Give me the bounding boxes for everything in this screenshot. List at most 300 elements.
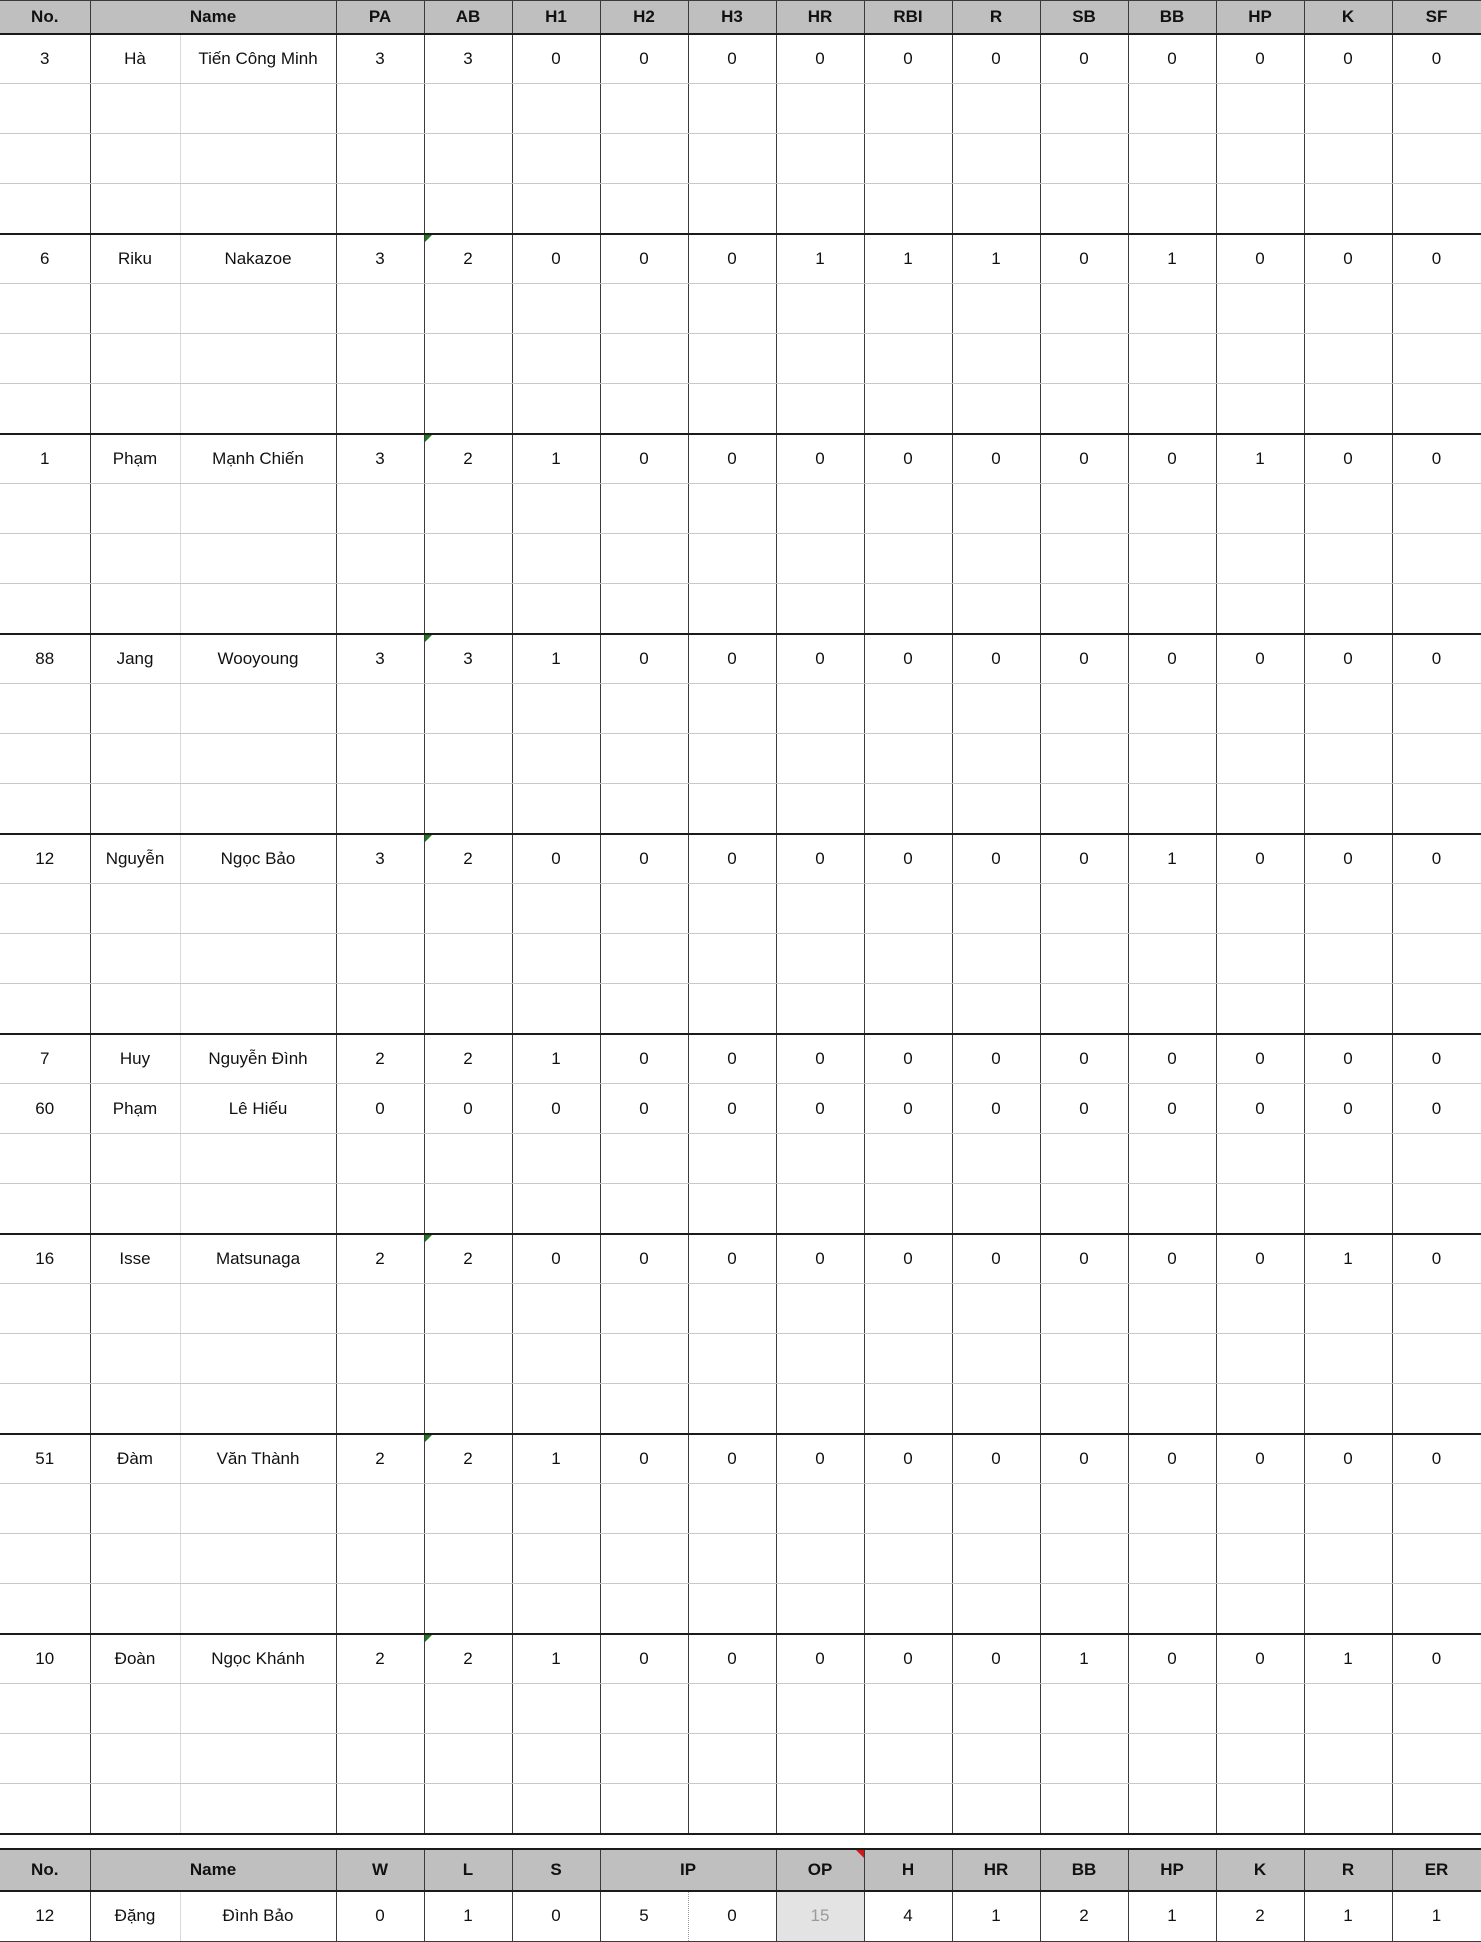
player-first-name: Nguyễn xyxy=(90,834,180,884)
empty-cell xyxy=(0,384,90,434)
empty-cell xyxy=(952,584,1040,634)
blank-row xyxy=(0,384,1481,434)
empty-cell xyxy=(688,934,776,984)
empty-cell xyxy=(424,84,512,134)
empty-cell xyxy=(776,384,864,434)
empty-cell xyxy=(1304,1384,1392,1434)
empty-cell xyxy=(0,84,90,134)
empty-cell xyxy=(952,334,1040,384)
empty-cell xyxy=(776,734,864,784)
stat-cell: 0 xyxy=(1040,34,1128,84)
empty-cell xyxy=(1392,1134,1481,1184)
empty-cell xyxy=(1392,584,1481,634)
empty-cell xyxy=(424,784,512,834)
empty-cell xyxy=(180,884,336,934)
header-rbi: RBI xyxy=(864,1,952,34)
empty-cell xyxy=(776,184,864,234)
empty-cell xyxy=(424,484,512,534)
empty-cell xyxy=(952,184,1040,234)
stat-cell: 0 xyxy=(600,234,688,284)
empty-cell xyxy=(776,1584,864,1634)
player-last-name: Văn Thành xyxy=(180,1434,336,1484)
stat-cell: 0 xyxy=(1392,234,1481,284)
empty-cell xyxy=(600,734,688,784)
empty-cell xyxy=(1128,1534,1216,1584)
empty-cell xyxy=(600,1584,688,1634)
empty-cell xyxy=(600,584,688,634)
empty-cell xyxy=(1216,1784,1304,1834)
stat-cell: 0 xyxy=(1040,634,1128,684)
empty-cell xyxy=(90,1684,180,1734)
blank-row xyxy=(0,534,1481,584)
stat-cell: 0 xyxy=(864,634,952,684)
empty-cell xyxy=(90,684,180,734)
blank-row xyxy=(0,1334,1481,1384)
stat-cell: 3 xyxy=(336,234,424,284)
empty-cell xyxy=(1040,684,1128,734)
header-sb: SB xyxy=(1040,1,1128,34)
empty-cell xyxy=(336,484,424,534)
empty-cell xyxy=(864,484,952,534)
empty-cell xyxy=(1216,1384,1304,1434)
empty-cell xyxy=(0,1534,90,1584)
header-k: K xyxy=(1304,1,1392,34)
stat-cell: 0 xyxy=(776,634,864,684)
empty-cell xyxy=(952,534,1040,584)
empty-cell xyxy=(424,1334,512,1384)
empty-cell xyxy=(1304,1734,1392,1784)
empty-cell xyxy=(864,884,952,934)
pitching-stat-cell: 1 xyxy=(952,1891,1040,1941)
player-first-name: Phạm xyxy=(90,1084,180,1134)
empty-cell xyxy=(776,84,864,134)
player-number: 6 xyxy=(0,234,90,284)
empty-cell xyxy=(864,384,952,434)
empty-cell xyxy=(1128,984,1216,1034)
blank-row xyxy=(0,1184,1481,1234)
empty-cell xyxy=(776,684,864,734)
pitching-stat-cell: 0 xyxy=(688,1891,776,1941)
empty-cell xyxy=(688,84,776,134)
stat-cell: 0 xyxy=(1304,834,1392,884)
stat-cell: 0 xyxy=(512,34,600,84)
stat-cell: 0 xyxy=(512,1084,600,1134)
empty-cell xyxy=(1216,184,1304,234)
empty-cell xyxy=(0,334,90,384)
empty-cell xyxy=(776,784,864,834)
empty-cell xyxy=(424,334,512,384)
header-pa: PA xyxy=(336,1,424,34)
empty-cell xyxy=(1304,534,1392,584)
empty-cell xyxy=(600,784,688,834)
stat-cell: 2 xyxy=(336,1034,424,1084)
stat-cell: 3 xyxy=(336,634,424,684)
header-bb: BB xyxy=(1128,1,1216,34)
empty-cell xyxy=(600,1684,688,1734)
player-row xyxy=(0,834,1481,884)
empty-cell xyxy=(90,1784,180,1834)
empty-cell xyxy=(0,184,90,234)
empty-cell xyxy=(180,1384,336,1434)
empty-cell xyxy=(864,1784,952,1834)
empty-cell xyxy=(180,584,336,634)
empty-cell xyxy=(688,884,776,934)
empty-cell xyxy=(1128,84,1216,134)
empty-cell xyxy=(1392,1584,1481,1634)
empty-cell xyxy=(600,1784,688,1834)
empty-cell xyxy=(90,1734,180,1784)
empty-cell xyxy=(336,1284,424,1334)
pitching-header-k: K xyxy=(1216,1849,1304,1891)
empty-cell xyxy=(864,984,952,1034)
empty-cell xyxy=(1304,1684,1392,1734)
empty-cell xyxy=(512,1184,600,1234)
empty-cell xyxy=(1392,84,1481,134)
stat-cell: 0 xyxy=(864,1034,952,1084)
stat-cell: 1 xyxy=(864,234,952,284)
pitching-stat-cell: 1 xyxy=(1128,1891,1216,1941)
player-last-name: Ngọc Khánh xyxy=(180,1634,336,1684)
stat-cell: 0 xyxy=(952,1434,1040,1484)
empty-cell xyxy=(424,1384,512,1434)
blank-row xyxy=(0,1684,1481,1734)
pitching-stat-cell: 0 xyxy=(512,1891,600,1941)
empty-cell xyxy=(424,584,512,634)
empty-cell xyxy=(952,384,1040,434)
stat-cell: 0 xyxy=(864,834,952,884)
empty-cell xyxy=(600,884,688,934)
blank-row xyxy=(0,1284,1481,1334)
empty-cell xyxy=(1304,884,1392,934)
empty-cell xyxy=(512,84,600,134)
empty-cell xyxy=(512,334,600,384)
empty-cell xyxy=(1304,1484,1392,1534)
empty-cell xyxy=(180,984,336,1034)
empty-cell xyxy=(1128,934,1216,984)
empty-cell xyxy=(180,784,336,834)
empty-cell xyxy=(864,334,952,384)
empty-cell xyxy=(952,84,1040,134)
stat-cell: 2 xyxy=(336,1234,424,1284)
empty-cell xyxy=(180,1684,336,1734)
empty-cell xyxy=(90,884,180,934)
empty-cell xyxy=(424,734,512,784)
empty-cell xyxy=(424,1734,512,1784)
empty-cell xyxy=(952,1734,1040,1784)
blank-row xyxy=(0,1384,1481,1434)
empty-cell xyxy=(1392,384,1481,434)
stat-cell: 0 xyxy=(600,1034,688,1084)
empty-cell xyxy=(424,884,512,934)
player-row xyxy=(0,1434,1481,1484)
empty-cell xyxy=(952,1384,1040,1434)
stat-cell: 0 xyxy=(1216,34,1304,84)
empty-cell xyxy=(952,1334,1040,1384)
pitching-header-no: No. xyxy=(0,1849,90,1891)
empty-cell xyxy=(864,1334,952,1384)
player-number: 7 xyxy=(0,1034,90,1084)
empty-cell xyxy=(0,1784,90,1834)
empty-cell xyxy=(424,1584,512,1634)
pitching-stat-cell: 1 xyxy=(424,1891,512,1941)
stat-cell: 0 xyxy=(600,1434,688,1484)
stat-cell: 0 xyxy=(776,1234,864,1284)
empty-cell xyxy=(0,1284,90,1334)
empty-cell xyxy=(336,334,424,384)
empty-cell xyxy=(864,1284,952,1334)
stat-cell: 0 xyxy=(952,34,1040,84)
stat-cell: 0 xyxy=(952,834,1040,884)
empty-cell xyxy=(688,384,776,434)
stat-cell: 0 xyxy=(688,434,776,484)
empty-cell xyxy=(864,534,952,584)
empty-cell xyxy=(1040,584,1128,634)
blank-row xyxy=(0,984,1481,1034)
stat-cell: 0 xyxy=(1392,634,1481,684)
empty-cell xyxy=(336,934,424,984)
stat-cell: 0 xyxy=(1040,434,1128,484)
pitching-stat-cell: 2 xyxy=(1040,1891,1128,1941)
empty-cell xyxy=(600,1334,688,1384)
pitching-stat-cell: 15 xyxy=(776,1891,864,1941)
empty-cell xyxy=(600,84,688,134)
empty-cell xyxy=(1216,1284,1304,1334)
empty-cell xyxy=(600,1284,688,1334)
empty-cell xyxy=(1040,734,1128,784)
blank-row xyxy=(0,734,1481,784)
empty-cell xyxy=(600,484,688,534)
empty-cell xyxy=(90,84,180,134)
empty-cell xyxy=(0,784,90,834)
empty-cell xyxy=(600,1734,688,1784)
empty-cell xyxy=(512,884,600,934)
empty-cell xyxy=(1040,784,1128,834)
player-last-name: Mạnh Chiến xyxy=(180,434,336,484)
stat-cell: 3 xyxy=(424,634,512,684)
empty-cell xyxy=(600,1384,688,1434)
stat-cell: 3 xyxy=(424,34,512,84)
empty-cell xyxy=(512,534,600,584)
empty-cell xyxy=(90,1334,180,1384)
blank-row xyxy=(0,784,1481,834)
empty-cell xyxy=(424,984,512,1034)
empty-cell xyxy=(688,484,776,534)
empty-cell xyxy=(864,134,952,184)
empty-cell xyxy=(864,934,952,984)
pitching-stat-cell: 1 xyxy=(1304,1891,1392,1941)
stat-cell: 1 xyxy=(1128,234,1216,284)
empty-cell xyxy=(1040,1484,1128,1534)
stat-cell: 0 xyxy=(1128,434,1216,484)
empty-cell xyxy=(1128,784,1216,834)
empty-cell xyxy=(1392,284,1481,334)
empty-cell xyxy=(688,584,776,634)
blank-row xyxy=(0,184,1481,234)
pitcher-first-name: Đặng xyxy=(90,1891,180,1941)
empty-cell xyxy=(336,684,424,734)
empty-cell xyxy=(1128,1734,1216,1784)
stat-cell: 0 xyxy=(952,1084,1040,1134)
empty-cell xyxy=(90,134,180,184)
empty-cell xyxy=(1392,1734,1481,1784)
empty-cell xyxy=(512,684,600,734)
empty-cell xyxy=(952,684,1040,734)
empty-cell xyxy=(688,734,776,784)
stat-cell: 0 xyxy=(1304,634,1392,684)
empty-cell xyxy=(688,1734,776,1784)
empty-cell xyxy=(90,1384,180,1434)
empty-cell xyxy=(600,534,688,584)
stat-cell: 0 xyxy=(688,1434,776,1484)
empty-cell xyxy=(1216,584,1304,634)
stat-cell: 0 xyxy=(1040,234,1128,284)
stat-cell: 0 xyxy=(776,834,864,884)
empty-cell xyxy=(1216,934,1304,984)
pitching-table xyxy=(0,1848,1481,1942)
empty-cell xyxy=(1128,284,1216,334)
pitching-header-h: H xyxy=(864,1849,952,1891)
empty-cell xyxy=(952,934,1040,984)
player-number: 88 xyxy=(0,634,90,684)
empty-cell xyxy=(600,934,688,984)
empty-cell xyxy=(776,534,864,584)
player-first-name: Hà xyxy=(90,34,180,84)
stat-cell: 0 xyxy=(864,34,952,84)
empty-cell xyxy=(512,1134,600,1184)
empty-cell xyxy=(688,1484,776,1534)
empty-cell xyxy=(424,534,512,584)
empty-cell xyxy=(1216,334,1304,384)
stat-cell: 0 xyxy=(600,1634,688,1684)
empty-cell xyxy=(1392,734,1481,784)
stat-cell: 0 xyxy=(1392,834,1481,884)
empty-cell xyxy=(688,984,776,1034)
empty-cell xyxy=(90,584,180,634)
empty-cell xyxy=(776,284,864,334)
empty-cell xyxy=(336,284,424,334)
empty-cell xyxy=(952,1134,1040,1184)
empty-cell xyxy=(90,1484,180,1534)
empty-cell xyxy=(180,1734,336,1784)
stat-cell: 0 xyxy=(1392,1434,1481,1484)
empty-cell xyxy=(1392,1334,1481,1384)
empty-cell xyxy=(1128,384,1216,434)
stat-cell: 0 xyxy=(776,434,864,484)
player-last-name: Nguyễn Đình xyxy=(180,1034,336,1084)
empty-cell xyxy=(180,534,336,584)
empty-cell xyxy=(424,284,512,334)
empty-cell xyxy=(1128,1784,1216,1834)
empty-cell xyxy=(512,984,600,1034)
empty-cell xyxy=(424,384,512,434)
empty-cell xyxy=(1392,934,1481,984)
empty-cell xyxy=(0,1334,90,1384)
empty-cell xyxy=(776,1734,864,1784)
empty-cell xyxy=(1040,934,1128,984)
empty-cell xyxy=(90,1584,180,1634)
empty-cell xyxy=(180,934,336,984)
empty-cell xyxy=(336,1584,424,1634)
stat-cell: 2 xyxy=(424,1434,512,1484)
empty-cell xyxy=(0,684,90,734)
empty-cell xyxy=(0,1484,90,1534)
empty-cell xyxy=(864,1184,952,1234)
empty-cell xyxy=(600,1484,688,1534)
empty-cell xyxy=(1216,1734,1304,1784)
empty-cell xyxy=(1040,984,1128,1034)
empty-cell xyxy=(512,284,600,334)
empty-cell xyxy=(1304,784,1392,834)
empty-cell xyxy=(336,1684,424,1734)
empty-cell xyxy=(1128,1484,1216,1534)
empty-cell xyxy=(1216,134,1304,184)
stat-cell: 0 xyxy=(688,1634,776,1684)
stat-cell: 0 xyxy=(688,834,776,884)
stat-cell: 0 xyxy=(600,1234,688,1284)
stat-cell: 0 xyxy=(1040,1034,1128,1084)
empty-cell xyxy=(0,1384,90,1434)
empty-cell xyxy=(512,1284,600,1334)
empty-cell xyxy=(0,1584,90,1634)
stat-cell: 0 xyxy=(952,1634,1040,1684)
empty-cell xyxy=(336,1184,424,1234)
empty-cell xyxy=(1304,484,1392,534)
stat-cell: 0 xyxy=(600,34,688,84)
blank-row xyxy=(0,1734,1481,1784)
empty-cell xyxy=(952,1584,1040,1634)
empty-cell xyxy=(424,1484,512,1534)
empty-cell xyxy=(512,384,600,434)
empty-cell xyxy=(90,1184,180,1234)
stat-cell: 0 xyxy=(1392,34,1481,84)
empty-cell xyxy=(1304,584,1392,634)
empty-cell xyxy=(180,1584,336,1634)
empty-cell xyxy=(1392,1184,1481,1234)
stat-cell: 0 xyxy=(688,34,776,84)
stat-cell: 0 xyxy=(1304,234,1392,284)
stat-cell: 1 xyxy=(776,234,864,284)
player-first-name: Phạm xyxy=(90,434,180,484)
empty-cell xyxy=(1040,1734,1128,1784)
empty-cell xyxy=(180,1534,336,1584)
stat-cell: 0 xyxy=(600,634,688,684)
empty-cell xyxy=(776,134,864,184)
empty-cell xyxy=(776,1384,864,1434)
empty-cell xyxy=(180,134,336,184)
empty-cell xyxy=(336,84,424,134)
player-last-name: Wooyoung xyxy=(180,634,336,684)
empty-cell xyxy=(336,884,424,934)
stat-cell: 0 xyxy=(1216,1234,1304,1284)
empty-cell xyxy=(424,1134,512,1184)
empty-cell xyxy=(776,984,864,1034)
header-sf: SF xyxy=(1392,1,1481,34)
empty-cell xyxy=(336,984,424,1034)
stat-cell: 2 xyxy=(336,1634,424,1684)
empty-cell xyxy=(864,284,952,334)
empty-cell xyxy=(864,1534,952,1584)
stat-cell: 0 xyxy=(1128,34,1216,84)
empty-cell xyxy=(600,1534,688,1584)
stat-cell: 1 xyxy=(512,1034,600,1084)
empty-cell xyxy=(688,334,776,384)
empty-cell xyxy=(1128,1284,1216,1334)
empty-cell xyxy=(600,334,688,384)
empty-cell xyxy=(688,1384,776,1434)
player-row xyxy=(0,434,1481,484)
stat-cell: 0 xyxy=(1304,1434,1392,1484)
empty-cell xyxy=(1304,1284,1392,1334)
